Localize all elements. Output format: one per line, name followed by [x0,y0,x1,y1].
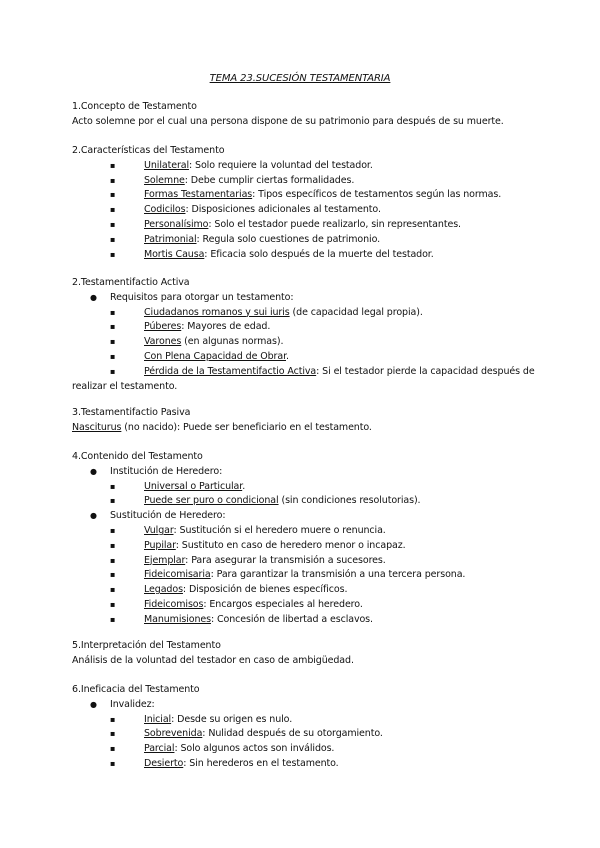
item-term: Codicilos [144,204,186,216]
item-term: Unilateral [144,159,190,171]
item-term: Manumisiones [144,613,211,625]
square-bullet-icon: ▪ [110,190,116,200]
item-term: Nasciturus [72,421,122,433]
document-title: TEMA 23.SUCESIÓN TESTAMENTARIA [209,73,391,84]
list-item [72,480,542,495]
item-desc: : Eficacia solo después de la muerte del testador. [204,248,434,260]
section-heading: 1.Concepto de Testamento [72,101,197,112]
list-item [72,713,542,728]
square-bullet-icon: ▪ [110,351,116,361]
list-item [72,248,542,263]
square-bullet-icon: ▪ [110,744,116,754]
item-desc: . [242,480,246,492]
square-bullet-icon: ▪ [110,714,116,724]
item-desc: : Para asegurar la transmisión a sucesores. [185,554,386,566]
item-desc: : Concesión de libertad a esclavos. [210,613,373,625]
square-bullet-icon: ▪ [110,307,116,317]
section-text [72,421,542,436]
item-term: Con Plena Capacidad de Obrar [144,350,286,362]
item-term: Inicial [144,713,172,725]
sub-item [72,465,542,480]
list-item [72,335,542,350]
section-caracteristicas [72,144,542,262]
sub-item [72,291,542,306]
list-item [72,568,542,583]
item-term: Pérdida de la Testamentifactio Activa [144,365,317,377]
item-desc: : Tipos específicos de testamentos según las normas. [252,189,502,201]
item-desc: (de capacidad legal propia). [289,306,423,318]
sub-item [72,509,542,524]
square-bullet-icon: ▪ [110,234,116,244]
item-term: Universal o Particular [144,480,243,492]
dot-bullet-icon: ● [90,699,97,709]
item-term: Patrimonial [144,233,197,245]
section-heading: 4.Contenido del Testamento [72,451,203,462]
item-desc: : Nulidad después de su otorgamiento. [202,728,383,740]
dot-bullet-icon: ● [90,292,97,302]
item-desc: (no nacido): Puede ser beneficiario en el testamento. [121,421,372,433]
item-desc: . [286,350,289,362]
square-bullet-icon: ▪ [110,481,116,491]
list-item [72,174,542,189]
square-bullet-icon: ▪ [110,729,116,739]
item-desc: : Si el testador pierde la capacidad después de [316,365,535,377]
square-bullet-icon: ▪ [110,570,116,580]
sub-item-label: Institución de Heredero: [110,465,223,477]
dot-bullet-icon: ● [90,511,97,521]
section-heading: 5.Interpretación del Testamento [72,640,221,651]
item-term: Desierto [144,757,184,769]
list-item [72,159,542,174]
item-term: Pupilar [144,539,176,551]
list-item [72,583,542,598]
list-item [72,188,542,203]
item-desc: : Solo algunos actos son inválidos. [174,743,335,755]
item-desc: : Regula solo cuestiones de patrimonio. [196,233,381,245]
list-item [72,742,542,757]
item-desc: : Debe cumplir ciertas formalidades. [184,174,355,186]
square-bullet-icon: ▪ [110,366,116,376]
list-item [72,233,542,248]
section-concepto [72,100,542,130]
list-item [72,524,542,539]
item-desc: (sin condiciones resolutorias). [278,495,421,507]
item-desc: : Disposiciones adicionales al testamento. [185,204,381,216]
list-item [72,598,542,613]
section-text: Análisis de la voluntad del testador en caso de ambigüedad. [72,654,354,666]
square-bullet-icon: ▪ [110,337,116,347]
item-desc: : Sin herederos en el testamento. [183,757,339,769]
item-desc: : Para garantizar la transmisión a una tercera persona. [210,569,466,581]
item-desc: : Sustituto en caso de heredero menor o incapaz. [175,539,406,551]
item-term: Formas Testamentarias [144,189,253,201]
item-term: Fideicomisaria [144,569,211,581]
list-item [72,539,542,554]
section-testamentifactio-pasiva [72,406,542,436]
square-bullet-icon: ▪ [110,205,116,215]
item-term: Púberes [144,321,182,333]
item-desc: : Sustitución si el heredero muere o renuncia. [173,524,386,536]
section-interpretacion [72,639,542,669]
item-desc: : Disposición de bienes específicos. [182,584,348,596]
item-term: Vulgar [144,524,174,536]
item-desc: : Solo requiere la voluntad del testador. [189,159,373,171]
square-bullet-icon: ▪ [110,175,116,185]
section-heading: 2.Testamentifactio Activa [72,277,190,288]
item-term: Solemne [144,174,185,186]
square-bullet-icon: ▪ [110,496,116,506]
item-term: Ciudadanos romanos y sui iuris [144,306,290,318]
list-item [72,365,542,380]
item-term: Personalísimo [144,218,209,230]
square-bullet-icon: ▪ [110,249,116,259]
list-item [72,320,542,335]
section-contenido [72,450,542,628]
list-item [72,757,542,772]
square-bullet-icon: ▪ [110,599,116,609]
square-bullet-icon: ▪ [110,219,116,229]
item-desc: : Mayores de edad. [181,321,271,333]
list-item [72,613,542,628]
section-heading: 6.Ineficacia del Testamento [72,684,200,695]
item-term: Sobrevenida [144,728,203,740]
square-bullet-icon: ▪ [110,525,116,535]
sub-item-label: Requisitos para otorgar un testamento: [110,291,294,303]
item-term: Fideicomisos [144,598,204,610]
section-heading: 2.Características del Testamento [72,145,225,156]
square-bullet-icon: ▪ [110,160,116,170]
section-heading: 3.Testamentifactio Pasiva [72,407,191,418]
list-item [72,306,542,321]
section-text: Acto solemne por el cual una persona dispone de su patrimonio para después de su muerte. [72,115,504,127]
item-desc: : Solo el testador puede realizarlo, sin representantes. [208,218,461,230]
square-bullet-icon: ▪ [110,614,116,624]
sub-item-label: Invalidez: [110,698,155,710]
section-testamentifactio-activa [72,276,542,394]
item-term: Varones [144,336,182,348]
list-item [72,203,542,218]
square-bullet-icon: ▪ [110,555,116,565]
square-bullet-icon: ▪ [110,322,116,332]
item-term: Ejemplar [144,554,186,566]
item-desc: : Encargos especiales al heredero. [203,598,363,610]
item-term: Parcial [144,743,175,755]
sub-item-label: Sustitución de Heredero: [110,510,226,522]
continuation-text: realizar el testamento. [72,380,178,392]
sub-item [72,698,542,713]
item-term: Puede ser puro o condicional [144,495,279,507]
square-bullet-icon: ▪ [110,585,116,595]
section-ineficacia [72,683,542,772]
list-item [72,218,542,233]
item-term: Legados [144,584,183,596]
list-item [72,350,542,365]
list-item [72,727,542,742]
list-item [72,494,542,509]
item-desc: : Desde su origen es nulo. [171,713,293,725]
square-bullet-icon: ▪ [110,540,116,550]
item-term: Mortis Causa [144,248,205,260]
dot-bullet-icon: ● [90,466,97,476]
square-bullet-icon: ▪ [110,758,116,768]
item-desc: (en algunas normas). [181,336,284,348]
list-item [72,554,542,569]
